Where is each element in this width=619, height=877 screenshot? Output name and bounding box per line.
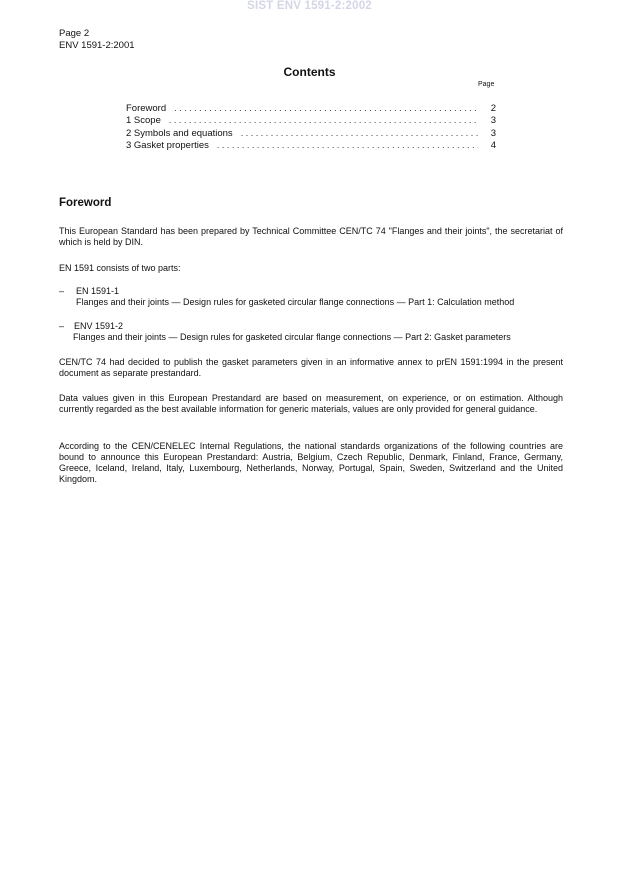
foreword-paragraph-3: CEN/TC 74 had decided to publish the gasket parameters given in an informative annex to prEN 1591:1994 in the present document as separate prestandard. [59, 357, 563, 378]
toc-dot-leader [169, 114, 478, 127]
toc-entry-page: 3 [490, 127, 496, 139]
page-number: Page 2 [59, 28, 90, 39]
foreword-paragraph-2: EN 1591 consists of two parts: [59, 263, 181, 273]
toc-entry-symbols[interactable] [126, 127, 496, 139]
toc-dot-leader [174, 102, 478, 115]
toc-entry-gasket-properties[interactable] [126, 139, 496, 151]
toc-dot-leader [217, 139, 478, 152]
toc-dot-leader [241, 127, 478, 140]
toc-entry-title: 3 Gasket properties [126, 139, 209, 151]
toc-entry-page: 4 [490, 139, 496, 151]
standard-description: Flanges and their joints — Design rules for gasketed circular flange connections — Part 2: Gasket parameters [73, 332, 511, 342]
foreword-heading: Foreword [59, 197, 112, 209]
foreword-paragraph-4: Data values given in this European Prestandard are based on measurement, on experience, or on estimation. Although currently regarded as the best available information for generic materials, values are only provided for general guidance. [59, 393, 563, 414]
standard-code: EN 1591-1 [76, 286, 120, 296]
toc-entry-foreword[interactable] [126, 102, 496, 114]
watermark: SIST ENV 1591-2:2002 [247, 0, 372, 12]
standard-description: Flanges and their joints — Design rules for gasketed circular flange connections — Part 1: Calculation method [76, 297, 515, 307]
foreword-paragraph-1: This European Standard has been prepared by Technical Committee CEN/TC 74 "Flanges and their joints", the secretariat of which is held by DIN. [59, 226, 563, 247]
toc-entry-scope[interactable] [126, 114, 496, 126]
toc-entry-title: Foreword [126, 103, 167, 114]
toc-entry-page: 2 [490, 103, 496, 114]
foreword-paragraph-5: According to the CEN/CENELEC Internal Regulations, the national standards organizations of the following countries are bound to announce this European Prestandard: Austria, Belgium, Czech Republic, Denmark, Finland, France, Germany, Greece, Iceland, Ireland, Italy, Luxembourg, Netherlands, Norway, Portugal, Spain, Sweden, Switzerland and the United Kingdom. [59, 441, 563, 484]
toc-entry-page: 3 [490, 115, 496, 127]
contents-heading: Contents [283, 65, 336, 79]
list-dash: – [59, 321, 65, 331]
list-dash: – [59, 286, 65, 296]
toc-entry-title: 2 Symbols and equations [126, 127, 233, 139]
document-id: ENV 1591-2:2001 [59, 40, 135, 51]
toc-page-column-label: Page [478, 81, 495, 88]
standard-code: ENV 1591-2 [74, 321, 124, 331]
page-header [59, 28, 135, 52]
toc-entry-title: 1 Scope [126, 115, 161, 127]
table-of-contents [126, 102, 496, 151]
